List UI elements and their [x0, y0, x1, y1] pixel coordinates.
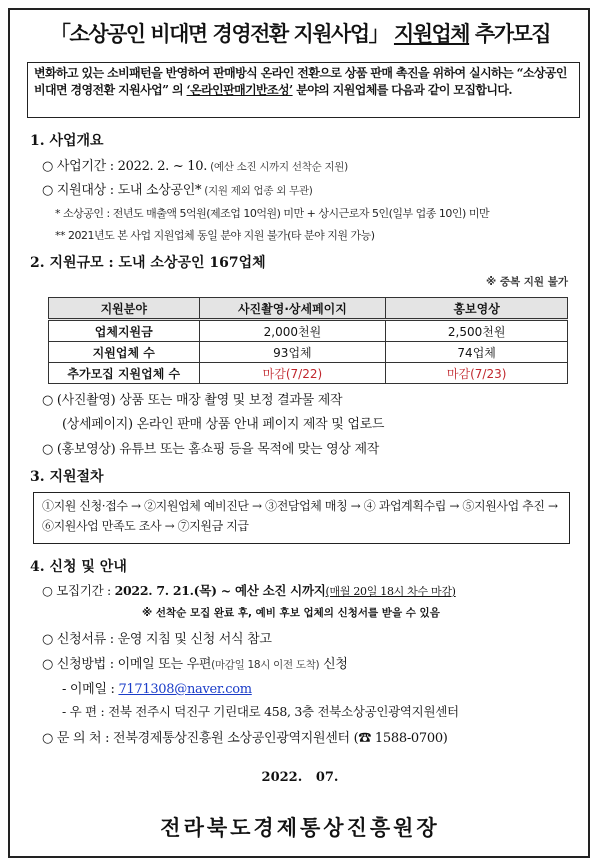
application-method: ○ 신청방법 : 이메일 또는 우편(마감일 18시 이전 도착) 신청 [42, 657, 348, 672]
table-cell: 2,500천원 [386, 320, 568, 342]
video-bullet: ○ (홍보영상) 유튜브 또는 홈쇼핑 등을 목적에 맞는 영상 제작 [42, 442, 380, 457]
row-label: 지원업체 수 [49, 342, 200, 363]
recruit-period: ○ 모집기간 : 2022. 7. 21.(목) ~ 예산 소진 시까지(매월 20일 18시 차수 마감) [42, 583, 456, 598]
support-target: ○ 지원대상 : 도내 소상공인* (지원 제외 업종 외 무관) [42, 183, 313, 198]
header-cell: 사진촬영·상세페이지 [199, 298, 386, 320]
section1-heading: 1. 사업개요 [30, 133, 104, 149]
table-cell: 2,000천원 [199, 320, 386, 342]
table-row [49, 363, 568, 384]
section4-heading: 4. 신청 및 안내 [30, 559, 127, 575]
contact-line: ○ 문 의 처 : 전북경제통상진흥원 소상공인광역지원센터 (☎ 1588-0700) [42, 731, 448, 746]
process-box: ①지원 신청·접수 → ②지원업체 예비진단 → ③전담업체 매칭 → ④ 과업계획수립 → ⑤지원사업 추진 → ⑥지원사업 만족도 조사 → ⑦지원금 지급 [33, 492, 570, 544]
page-title: 「소상공인 비대면 경영전환 지원사업」 지원업체 추가모집 [49, 22, 551, 46]
application-docs: ○ 신청서류 : 운영 지침 및 신청 서식 참고 [42, 632, 272, 647]
business-period: ○ 사업기간 : 2022. 2. ~ 10. (예산 소진 시까지 선착순 지원) [42, 159, 348, 174]
post-line: - 우 편 : 전북 전주시 덕진구 기린대로 458, 3층 전북소상공인광역지원센터 [62, 704, 459, 719]
table-header-row [49, 298, 568, 320]
status-closed: 마감(7/23) [386, 363, 568, 384]
row-label: 추가모집 지원업체 수 [49, 363, 200, 384]
table-row [49, 342, 568, 363]
section2-heading: 2. 지원규모 : 도내 소상공인 167업체 [30, 255, 266, 271]
recruit-note: ※ 선착순 모집 완료 후, 예비 후보 업체의 신청서를 받을 수 있음 [142, 607, 440, 619]
issuer-signature: 전라북도경제통상진흥원장 [160, 815, 440, 840]
support-table [48, 297, 568, 384]
email-link[interactable]: 7171308@naver.com [118, 682, 252, 697]
row-label: 업체지원금 [49, 320, 200, 342]
document-date: 2022. 07. [261, 770, 339, 785]
photo-bullet: ○ (사진촬영) 상품 또는 매장 촬영 및 보정 결과물 제작 [42, 393, 343, 408]
header-cell: 홍보영상 [386, 298, 568, 320]
table-cell: 93업체 [199, 342, 386, 363]
header-cell: 지원분야 [49, 298, 200, 320]
table-cell: 74업체 [386, 342, 568, 363]
note-2: ** 2021년도 본 사업 지원업체 동일 분야 지원 불가(타 분야 지원 가능) [55, 229, 375, 242]
intro-box: 변화하고 있는 소비패턴을 반영하여 판매방식 온라인 전환으로 상품 판매 촉진을 위하여 실시하는 “소상공인 비대면 경영전환 지원사업” 의 ‘온라인판매기반조성’ 분야의 지원업체를 다음과 같이 모집합니다. [27, 62, 580, 118]
status-closed: 마감(7/22) [199, 363, 386, 384]
detail-page-bullet: (상세페이지) 온라인 판매 상품 안내 페이지 제작 및 업로드 [62, 417, 385, 432]
note-1: * 소상공인 : 전년도 매출액 5억원(제조업 10억원) 미만 + 상시근로자 5인(일부 업종 10인) 미만 [55, 207, 490, 220]
table-row [49, 320, 568, 342]
section3-heading: 3. 지원절차 [30, 469, 104, 485]
duplicate-note: ※ 중복 지원 불가 [485, 276, 568, 288]
email-line: - 이메일 : 7171308@naver.com [62, 682, 252, 697]
